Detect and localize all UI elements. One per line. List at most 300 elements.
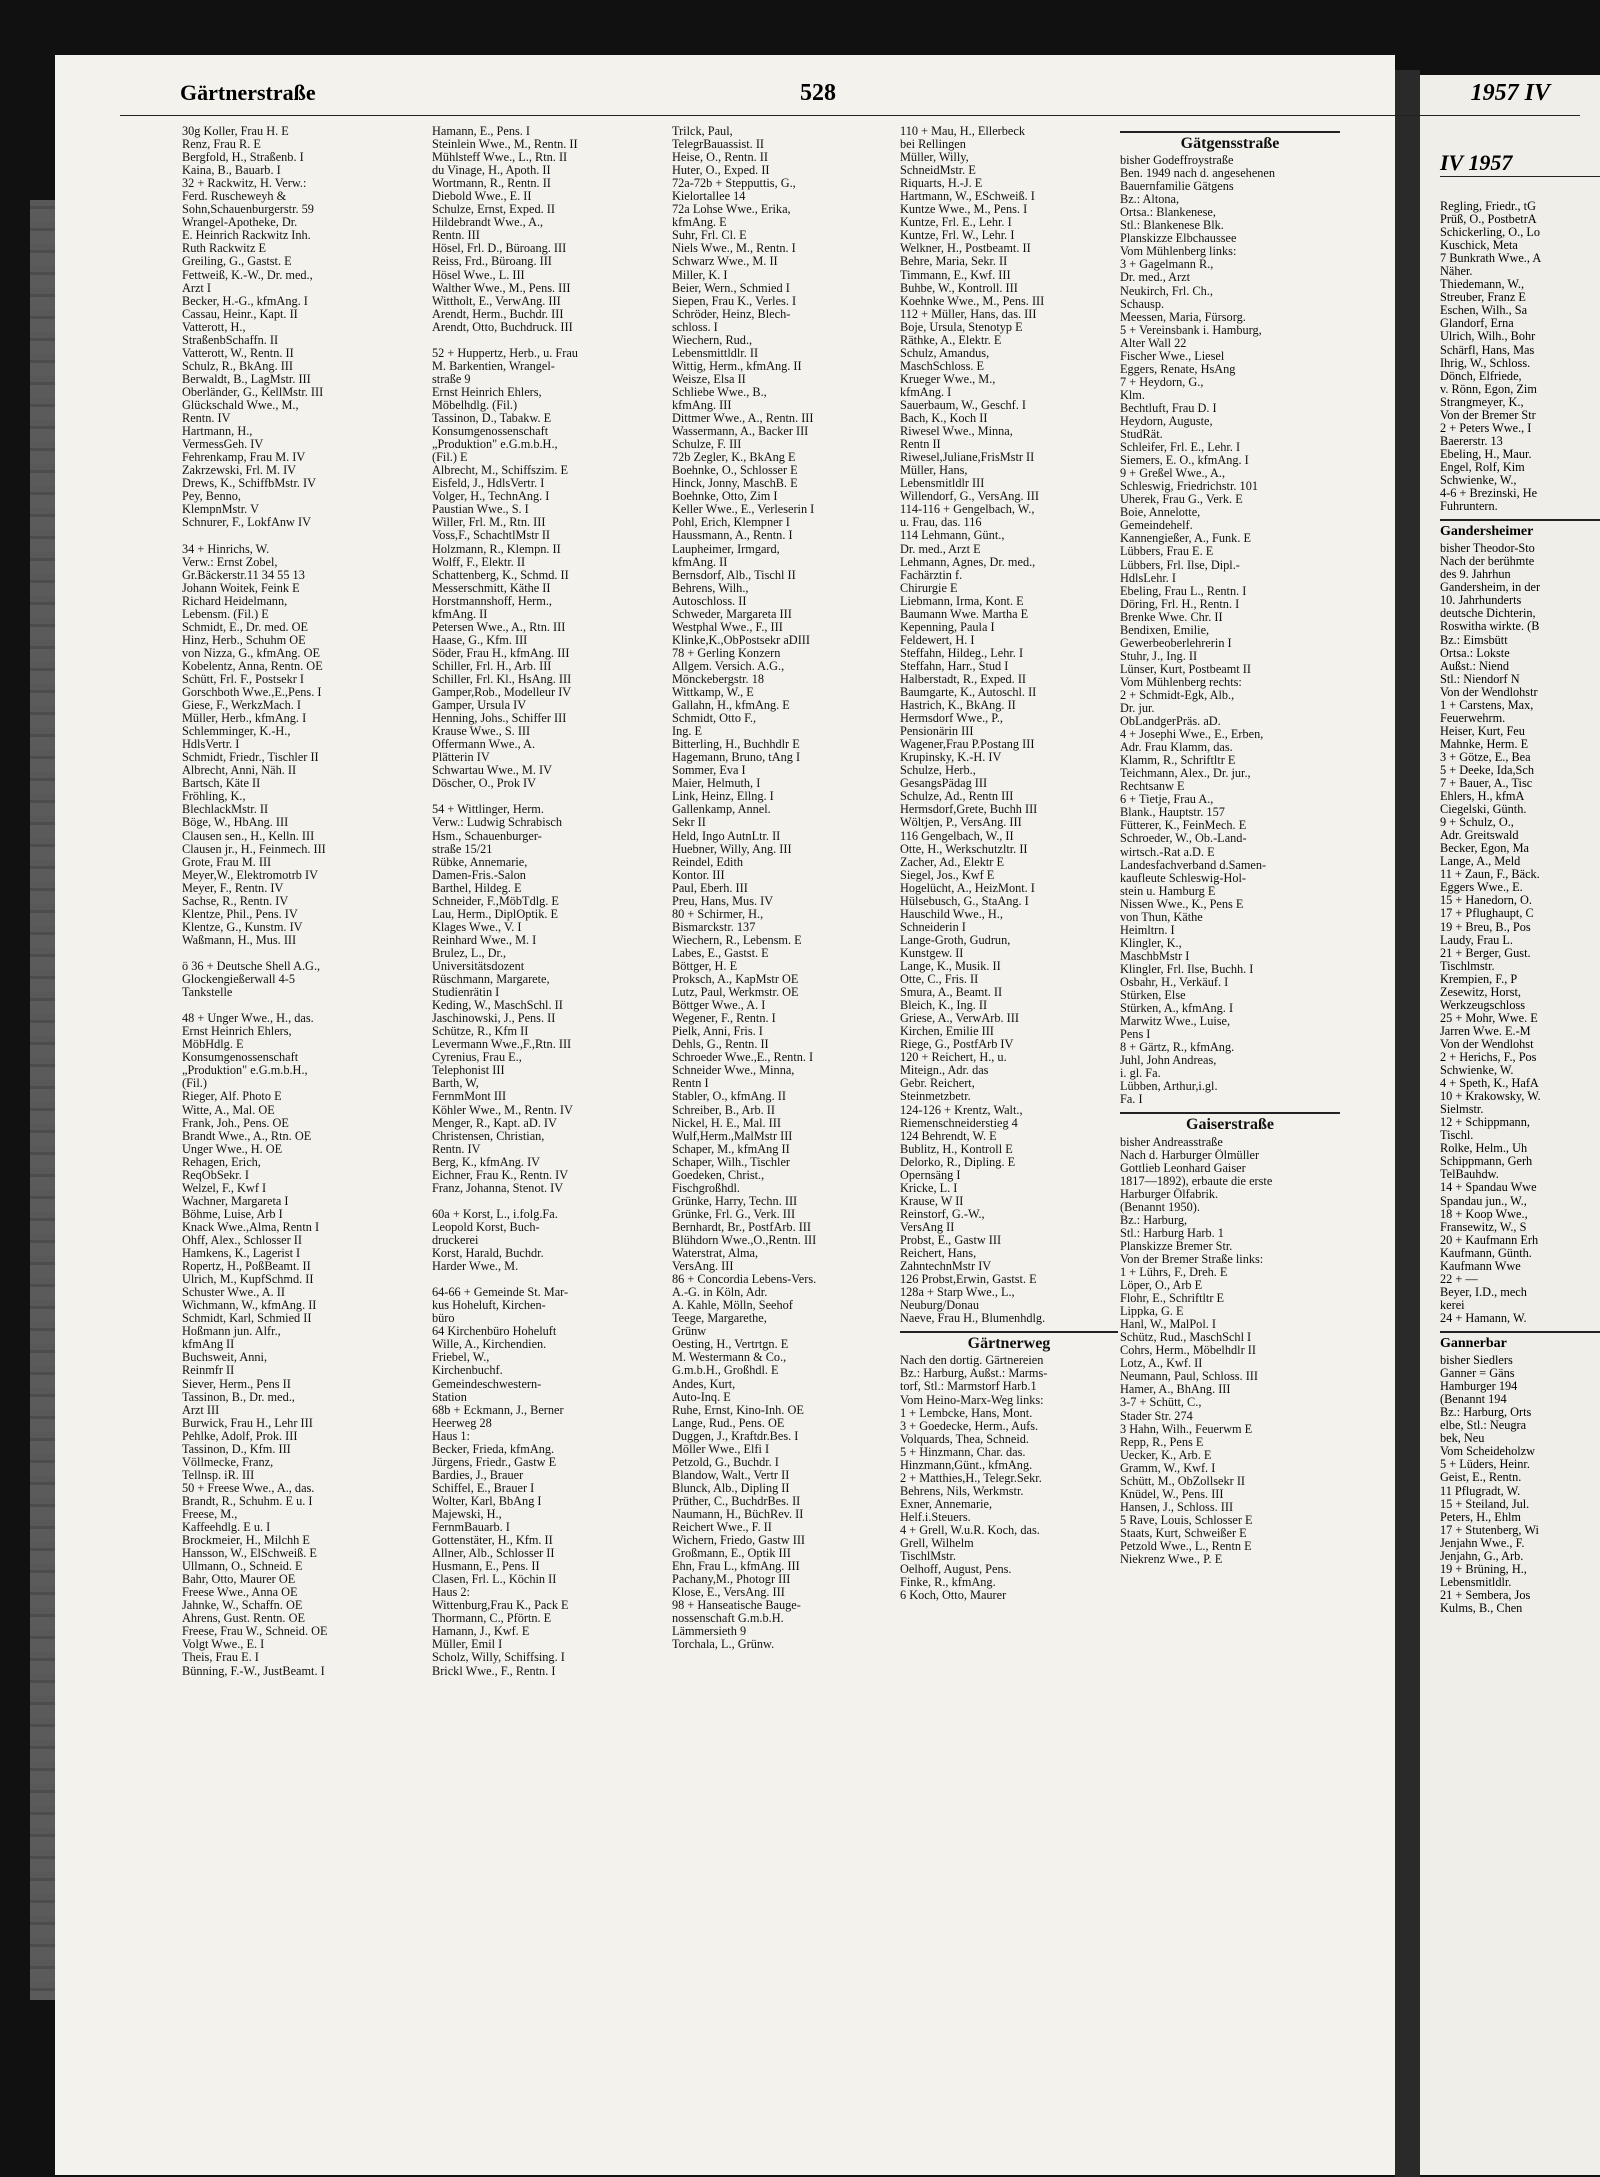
directory-entry: 78 + Gerling Konzern xyxy=(672,646,781,660)
directory-entry: Gottenstäter, H., Kfm. II xyxy=(432,1534,553,1548)
directory-entry: 11 Pflugradt, W. xyxy=(1440,1484,1521,1498)
directory-entry: bei Rellingen xyxy=(900,138,966,152)
directory-entry: Preu, Hans, Mus. IV xyxy=(672,894,774,908)
directory-entry: Boehnke, Otto, Zim I xyxy=(672,490,778,504)
directory-entry: Stl.: Blankenese Blk. xyxy=(1120,219,1224,233)
directory-entry: Roswitha wirkte. (B xyxy=(1440,620,1540,634)
directory-entry: Miteign., Adr. das xyxy=(900,1064,989,1078)
directory-entry: Schickerling, O., Lo xyxy=(1440,226,1541,240)
directory-entry: Goedeken, Christ., xyxy=(672,1168,765,1182)
directory-entry: Lübbers, Frl. Ilse, Dipl.- xyxy=(1120,558,1240,572)
directory-entry: A.-G. in Köln, Adr. xyxy=(672,1286,768,1300)
directory-entry: Welkner, H., Postbeamt. II xyxy=(900,242,1031,256)
directory-entry: nossenschaft G.m.b.H. xyxy=(672,1612,784,1626)
directory-entry: Bismarckstr. 137 xyxy=(672,920,756,934)
directory-entry: Riquarts, H.-J. E xyxy=(900,177,983,191)
directory-entry: Hogelücht, A., HeizMont. I xyxy=(900,881,1035,895)
directory-entry: Rolke, Helm., Uh xyxy=(1440,1142,1528,1156)
directory-entry: Gottlieb Leonhard Gaiser xyxy=(1120,1161,1246,1175)
directory-entry: Fuhruntern. xyxy=(1440,500,1498,514)
directory-entry: Vom Heino-Marx-Weg links: xyxy=(900,1393,1044,1407)
directory-entry: Lange-Groth, Gudrun, xyxy=(900,933,1011,947)
directory-entry: (Fil.) xyxy=(182,1077,207,1091)
directory-entry: Baererstr. 13 xyxy=(1440,434,1503,448)
entries-column-5 xyxy=(1120,125,1340,1566)
directory-entry: Station xyxy=(432,1390,467,1404)
directory-entry: Arzt III xyxy=(182,1403,220,1417)
directory-entry: TelBauhdw. xyxy=(1440,1168,1499,1182)
directory-entry: Westphal Wwe., F., III xyxy=(672,620,783,634)
directory-entry: 2 + Matthies,H., Telegr.Sekr. xyxy=(900,1471,1042,1485)
directory-entry: Streuber, Franz E xyxy=(1440,291,1526,305)
directory-entry: Schroeder Wwe.,E., Rentn. I xyxy=(672,1051,814,1065)
directory-entry: Fischgroßhdl. xyxy=(672,1181,740,1195)
directory-entry: Bleich, K., Ing. II xyxy=(900,999,988,1013)
directory-entry: (Fil.) E xyxy=(432,451,468,465)
directory-entry: bisher Andreasstraße xyxy=(1120,1135,1223,1149)
directory-entry: Boje, Ursula, Stenotyp E xyxy=(900,320,1023,334)
directory-entry: kfmAng. II xyxy=(432,607,488,621)
directory-entry: 1 + Lührs, F., Dreh. E xyxy=(1120,1265,1228,1279)
directory-entry: Schröder, Heinz, Blech- xyxy=(672,307,791,321)
directory-entry: Riwesel Wwe., Minna, xyxy=(900,425,1013,439)
directory-entry: Paustian Wwe., S. I xyxy=(432,503,529,517)
directory-entry: Kaffeehdlg. E u. I xyxy=(182,1521,271,1535)
directory-entry: Steinmetzbetr. xyxy=(900,1090,971,1104)
directory-entry: Rentn. III xyxy=(432,229,480,243)
directory-entry: ObLandgerPräs. aD. xyxy=(1120,715,1221,729)
directory-entry: Maier, Helmuth, I xyxy=(672,777,761,791)
directory-entry: Zacher, Ad., Elektr E xyxy=(900,855,1004,869)
directory-entry: Böge, W., HbAng. III xyxy=(182,816,289,830)
directory-entry: Gallenkamp, Annel. xyxy=(672,803,771,817)
directory-entry: i. gl. Fa. xyxy=(1120,1067,1161,1081)
directory-entry: Johann Woitek, Feink E xyxy=(182,581,300,595)
directory-entry: Riwesel,Juliane,FrisMstr II xyxy=(900,451,1035,465)
directory-entry: Griese, A., VerwArb. III xyxy=(900,1012,1019,1026)
directory-entry: 7 Bunkrath Wwe., A xyxy=(1440,252,1542,266)
directory-entry: Willer, Frl. M., Rtn. III xyxy=(432,516,546,530)
directory-entry: Freese Wwe., Anna OE xyxy=(182,1586,298,1600)
directory-entry: Blühdorn Wwe.,O.,Rentn. III xyxy=(672,1233,817,1247)
directory-entry: HdlsLehr. I xyxy=(1120,571,1177,585)
directory-entry: Klm. xyxy=(1120,388,1145,402)
directory-entry: Kuschick, Meta xyxy=(1440,239,1518,253)
directory-entry: Opernsäng I xyxy=(900,1168,961,1182)
directory-entry: Niels Wwe., M., Rentn. I xyxy=(672,242,796,256)
directory-entry: Söder, Frau H., kfmAng. III xyxy=(432,646,570,660)
directory-entry: Eschen, Wilh., Sa xyxy=(1440,304,1528,318)
directory-entry: Schausp. xyxy=(1120,297,1165,311)
directory-entry: Vatterott, W., Rentn. II xyxy=(182,346,294,360)
directory-entry: „Produktion" e.G.m.b.H., xyxy=(432,438,558,452)
directory-entry: 110 + Mau, H., Ellerbeck xyxy=(900,125,1025,138)
directory-entry: Völlmecke, Franz, xyxy=(182,1455,274,1469)
directory-entry: Hoßmann jun. Alfr., xyxy=(182,1325,281,1339)
directory-entry: Wittenburg,Frau K., Pack E xyxy=(432,1599,569,1613)
directory-entry: Kannengießer, A., Funk. E xyxy=(1120,532,1251,546)
directory-entry: Drews, K., SchiffbMstr. IV xyxy=(182,477,317,491)
directory-entry xyxy=(432,790,662,803)
directory-entry: Schwarz Wwe., M. II xyxy=(672,255,778,269)
directory-entry: Kirchen, Emilie III xyxy=(900,1025,994,1039)
directory-entry: Juhl, John Andreas, xyxy=(1120,1054,1217,1068)
directory-entry: Bahr, Otto, Maurer OE xyxy=(182,1573,296,1587)
directory-entry: Grell, Wilhelm xyxy=(900,1537,974,1551)
directory-entry: Von der Wendlohstr xyxy=(1440,685,1538,699)
directory-entry: Clausen jr., H., Feinmech. III xyxy=(182,842,326,856)
directory-entry: 54 + Wittlinger, Herm. xyxy=(432,803,544,817)
directory-entry: Proksch, A., KapMstr OE xyxy=(672,973,799,987)
directory-entry: Weisze, Elsa II xyxy=(672,372,746,386)
directory-entry: bisher Theodor-Sto xyxy=(1440,542,1535,556)
directory-entry: Hauschild Wwe., H., xyxy=(900,907,1003,921)
directory-entry: 48 + Unger Wwe., H., das. xyxy=(182,1012,314,1026)
directory-entry: Klose, E., VersAng. III xyxy=(672,1586,785,1600)
directory-entry: 5 + Vereinsbank i. Hamburg, xyxy=(1120,323,1262,337)
directory-entry: Blunck, Alb., Dipling II xyxy=(672,1481,790,1495)
directory-entry: Schliebe Wwe., B., xyxy=(672,385,767,399)
directory-entry: Steffahn, Harr., Stud I xyxy=(900,659,1009,673)
directory-entry: Smura, A., Beamt. II xyxy=(900,986,1003,1000)
directory-entry: Trilck, Paul, xyxy=(672,125,733,138)
directory-entry: Grünw xyxy=(672,1325,707,1339)
directory-entry: Ing. E xyxy=(672,725,703,739)
directory-entry: Schaper, M., kfmAng II xyxy=(672,1142,790,1156)
directory-entry: Riemenschneiderstieg 4 xyxy=(900,1116,1018,1130)
directory-entry: Peters, H., Ehlm xyxy=(1440,1510,1521,1524)
directory-entry: Wöltjen, P., VersAng. III xyxy=(900,816,1022,830)
directory-entry: 15 + Hanedorn, O. xyxy=(1440,894,1532,908)
directory-entry: Neumann, Paul, Schloss. III xyxy=(1120,1370,1258,1384)
directory-entry: Buchsweit, Anni, xyxy=(182,1351,268,1365)
directory-entry: VermessGeh. IV xyxy=(182,438,264,452)
directory-entry: straße 15/21 xyxy=(432,842,493,856)
directory-entry: Sachse, R., Rentn. IV xyxy=(182,894,289,908)
directory-entry: Wegener, F., Rentn. I xyxy=(672,1012,776,1026)
directory-entry: Lippka, G. E xyxy=(1120,1305,1184,1319)
directory-entry: Bz.: Eimsbütt xyxy=(1440,633,1508,647)
directory-entry: Prüß, O., PostbetrA xyxy=(1440,213,1537,227)
page-header xyxy=(120,75,1580,116)
directory-entry: Schütt, Frl. F., Postsekr I xyxy=(182,672,304,686)
directory-entry: Fröhling, K., xyxy=(182,790,246,804)
directory-entry: Laupheimer, Irmgard, xyxy=(672,542,780,556)
directory-entry: Waterstrat, Alma, xyxy=(672,1247,759,1261)
directory-entry: Stader Str. 274 xyxy=(1120,1409,1193,1423)
directory-entry: Hagemann, Bruno, tAng I xyxy=(672,751,801,765)
directory-entry: Schnurer, F., LokfAnw IV xyxy=(182,516,311,530)
directory-entry: Bz.: Altona, xyxy=(1120,193,1180,207)
directory-entry: Levermann Wwe.,F.,Rtn. III xyxy=(432,1038,572,1052)
directory-entry: Haus 2: xyxy=(432,1586,470,1600)
directory-entry: Kobelentz, Anna, Rentn. OE xyxy=(182,659,323,673)
directory-entry: Nach d. Harburger Ölmüller xyxy=(1120,1148,1260,1162)
directory-entry: stein u. Hamburg E xyxy=(1120,884,1216,898)
directory-entry: A. Kahle, Mölln, Seehof xyxy=(672,1299,793,1313)
directory-entry: 20 + Kaufmann Erh xyxy=(1440,1233,1539,1247)
directory-entry: Huter, O., Exped. II xyxy=(672,164,770,178)
directory-entry: Marwitz Wwe., Luise, xyxy=(1120,1015,1231,1029)
directory-entry: Möller Wwe., Elfi I xyxy=(672,1442,770,1456)
directory-entry: Klingler, Frl. Ilse, Buchh. I xyxy=(1120,962,1254,976)
directory-entry: Ernst Heinrich Ehlers, xyxy=(182,1025,292,1039)
entries-column-2 xyxy=(432,125,662,1678)
directory-entry: Schreiber, B., Arb. II xyxy=(672,1103,775,1117)
directory-entry: Beier, Wern., Schmied I xyxy=(672,281,790,295)
directory-entry: Wrangel-Apotheke, Dr. xyxy=(182,216,298,230)
directory-entry: HdlsVertr. I xyxy=(182,738,240,752)
directory-entry: Klentze, Phil., Pens. IV xyxy=(182,907,298,921)
directory-entry: FernmBauarb. I xyxy=(432,1521,510,1535)
directory-entry: Pohl, Erich, Klempner I xyxy=(672,516,790,530)
directory-entry: Rieger, Alf. Photo E xyxy=(182,1090,282,1104)
directory-entry: Schmidt, Friedr., Tischler II xyxy=(182,751,319,765)
directory-entry: Link, Heinz, Ellng. I xyxy=(672,790,774,804)
directory-entry: Planskizze Elbchaussee xyxy=(1120,232,1237,246)
directory-entry: Fachärztin f. xyxy=(900,568,963,582)
directory-entry: Gewerbeoberlehrerin I xyxy=(1120,636,1232,650)
directory-entry: Ruhe, Ernst, Kino-Inh. OE xyxy=(672,1403,804,1417)
directory-entry: MaschbMstr I xyxy=(1120,949,1190,963)
directory-entry: Engel, Rolf, Kim xyxy=(1440,460,1525,474)
directory-entry: Koehnke Wwe., M., Pens. III xyxy=(900,294,1045,308)
directory-entry: Lünser, Kurt, Postbeamt II xyxy=(1120,662,1251,676)
directory-entry: Eggers, Renate, HsAng xyxy=(1120,362,1236,376)
directory-entry: Horstmannshoff, Herm., xyxy=(432,594,552,608)
directory-entry: Barth, W, xyxy=(432,1077,479,1091)
directory-entry: Wittkamp, W., E xyxy=(672,686,754,700)
directory-entry: Bz.: Harburg, Orts xyxy=(1440,1406,1532,1420)
directory-entry: Greiling, G., Gastst. E xyxy=(182,255,292,269)
directory-entry: Holzmann, R., Klempn. II xyxy=(432,542,561,556)
directory-entry: Bechtluft, Frau D. I xyxy=(1120,401,1217,415)
directory-entry: Lehmann, Agnes, Dr. med., xyxy=(900,555,1036,569)
directory-entry: Landesfachverband d.Samen- xyxy=(1120,858,1267,872)
directory-entry: Hamer, A., BhAng. III xyxy=(1120,1383,1231,1397)
directory-entry: straße 9 xyxy=(432,372,471,386)
directory-entry: 1817—1892), erbaute die erste xyxy=(1120,1174,1273,1188)
directory-entry: 2 + Peters Wwe., I xyxy=(1440,421,1532,435)
directory-entry: Stabler, O., kfmAng. II xyxy=(672,1090,786,1104)
directory-entry: Pensionärin III xyxy=(900,725,974,739)
directory-entry: SchneidMstr. E xyxy=(900,164,976,178)
directory-entry: Ciegelski, Günth. xyxy=(1440,803,1527,817)
directory-entry: Plätterin IV xyxy=(432,751,490,765)
directory-entry: Flohr, E., Schriftltr E xyxy=(1120,1292,1225,1306)
directory-entry: Rüschmann, Margarete, xyxy=(432,973,550,987)
directory-entry: 114 Lehmann, Günt., xyxy=(900,529,1005,543)
directory-entry: 21 + Sembera, Jos xyxy=(1440,1588,1531,1602)
directory-entry: Neukirch, Frl. Ch., xyxy=(1120,284,1213,298)
directory-entry: MöbHdlg. E xyxy=(182,1038,244,1052)
directory-entry: Schütt, M., ObZollsekr II xyxy=(1120,1474,1246,1488)
directory-entry: Fa. I xyxy=(1120,1093,1143,1107)
directory-entry: Eisfeld, J., HdlsVertr. I xyxy=(432,477,545,491)
directory-entry: Räthke, A., Elektr. E xyxy=(900,333,1002,347)
book-gutter xyxy=(1395,70,1420,2177)
directory-entry: Konsumgenossenschaft xyxy=(432,425,549,439)
directory-entry: Keding, W., MaschSchl. II xyxy=(432,999,563,1013)
directory-entry: Kaufmann, Günth. xyxy=(1440,1246,1532,1260)
directory-entry: Willendorf, G., VersAng. III xyxy=(900,490,1039,504)
directory-entry: Klamm, R., Schriftltr E xyxy=(1120,754,1236,768)
directory-entry: Schippmann, Gerh xyxy=(1440,1155,1533,1169)
directory-entry: Otte, C., Fris. II xyxy=(900,973,979,987)
directory-entry: Reinstorf, G.-W., xyxy=(900,1207,985,1221)
directory-entry: Dehls, G., Rentn. II xyxy=(672,1038,769,1052)
directory-entry: Arzt I xyxy=(182,281,212,295)
directory-entry: Ortsa.: Blankenese, xyxy=(1120,206,1216,220)
directory-entry: Spandau jun., W., xyxy=(1440,1194,1527,1208)
directory-entry: Arendt, Otto, Buchdruck. III xyxy=(432,320,573,334)
directory-entry: Hansen, J., Schloss. III xyxy=(1120,1500,1234,1514)
directory-entry: Rentn II xyxy=(900,438,941,452)
directory-entry: Knack Wwe.,Alma, Rentn I xyxy=(182,1220,320,1234)
directory-entry: Hartmann, W., ESchweiß. I xyxy=(900,190,1035,204)
directory-entry: Ernst Heinrich Ehlers, xyxy=(432,385,542,399)
directory-entry: Becker, H.-G., kfmAng. I xyxy=(182,294,308,308)
directory-entry: Bauernfamilie Gätgens xyxy=(1120,180,1234,194)
directory-entry: Rentn. IV xyxy=(182,412,231,426)
directory-entry: Hinck, Jonny, MaschB. E xyxy=(672,477,798,491)
directory-entry: Arendt, Herm., Buchdr. III xyxy=(432,307,564,321)
directory-entry: Gebr. Reichert, xyxy=(900,1077,975,1091)
directory-entry: Volgt Wwe., E. I xyxy=(182,1638,265,1652)
directory-entry: Hamkens, K., Lagerist I xyxy=(182,1247,301,1261)
directory-entry: Meyer,W., Elektromotrb IV xyxy=(182,868,318,882)
directory-entry xyxy=(432,334,662,347)
directory-entry: Schulze, F. III xyxy=(672,438,742,452)
directory-entry: 34 + Hinrichs, W. xyxy=(182,542,270,556)
directory-entry: Allgem. Versich. A.G., xyxy=(672,659,785,673)
directory-entry: Sommer, Eva I xyxy=(672,764,746,778)
directory-entry: Schmidt, Karl, Schmied II xyxy=(182,1312,312,1326)
directory-entry: Diebold Wwe., E. II xyxy=(432,190,532,204)
directory-entry: 124 Behrendt, W. E xyxy=(900,1129,997,1143)
directory-entry: 7 + Heydorn, G., xyxy=(1120,375,1204,389)
directory-entry: Ropertz, H., PoßBeamt. II xyxy=(182,1260,311,1274)
directory-entry: Reichert Wwe., F. II xyxy=(672,1521,772,1535)
directory-entry: Bünning, F.-W., JustBeamt. I xyxy=(182,1664,325,1678)
directory-entry: Hermsdorf Wwe., P., xyxy=(900,712,1003,726)
directory-entry: VersAng. III xyxy=(672,1260,734,1274)
directory-entry: Staats, Kurt, Schweißer E xyxy=(1120,1526,1247,1540)
directory-entry: Jenjahn Wwe., F. xyxy=(1440,1536,1525,1550)
directory-entry: Prüther, C., BuchdrBes. II xyxy=(672,1494,801,1508)
directory-entry: Petersen Wwe., A., Rtn. III xyxy=(432,620,566,634)
directory-entry: Friebel, W., xyxy=(432,1351,490,1365)
directory-entry: Lebensmitldlr III xyxy=(900,477,985,491)
directory-entry: Ulrich, Wilh., Bohr xyxy=(1440,330,1536,344)
directory-entry: Thiedemann, W., xyxy=(1440,278,1525,292)
directory-entry: Außst.: Niend xyxy=(1440,659,1509,673)
directory-entry: Kirchenbuchf. xyxy=(432,1364,503,1378)
street-heading: Gannerbar xyxy=(1440,1331,1600,1350)
directory-entry: Nickel, H. E., Mal. III xyxy=(672,1116,781,1130)
directory-entry: Ihrig, W., Schloss. xyxy=(1440,356,1531,370)
directory-entry: Rehagen, Erich, xyxy=(182,1155,261,1169)
directory-entry: Renz, Frau R. E xyxy=(182,138,261,152)
directory-entry: Hösel, Frl. D., Büroang. III xyxy=(432,242,567,256)
directory-entry: Strangmeyer, K., xyxy=(1440,395,1524,409)
directory-entry: Kontor. III xyxy=(672,868,725,882)
directory-entry: Oelhoff, August, Pens. xyxy=(900,1563,1012,1577)
directory-entry: Schneiderin I xyxy=(900,920,966,934)
directory-entry: Dr. med., Arzt E xyxy=(900,542,981,556)
directory-entry: Blandow, Walt., Vertr II xyxy=(672,1468,790,1482)
directory-entry: Lebensmitldlr. xyxy=(1440,1575,1512,1589)
directory-entry: Kepenning, Paula I xyxy=(900,620,995,634)
directory-entry: Wittig, Herm., kfmAng. II xyxy=(672,359,802,373)
directory-entry: Knüdel, W., Pens. III xyxy=(1120,1487,1224,1501)
directory-entry: Schulze, Ernst, Exped. II xyxy=(432,203,555,217)
directory-entry: Glückschald Wwe., M., xyxy=(182,398,299,412)
directory-entry: Eggers Wwe., E. xyxy=(1440,881,1523,895)
directory-entry: Halberstadt, R., Exped. II xyxy=(900,672,1027,686)
directory-entry: büro xyxy=(432,1312,455,1326)
directory-entry: 11 + Zaun, F., Bäck. xyxy=(1440,868,1540,882)
directory-entry: Bartsch, Käte II xyxy=(182,777,261,791)
directory-entry: Studienrätin I xyxy=(432,986,500,1000)
directory-entry: Rentn I xyxy=(672,1077,709,1091)
directory-entry: Kuntze, Frl. E., Lehr. I xyxy=(900,216,1012,230)
directory-entry: Ehlers, H., kfmA xyxy=(1440,790,1525,804)
directory-entry: Alter Wall 22 xyxy=(1120,336,1187,350)
directory-entry: 14 + Spandau Wwe xyxy=(1440,1181,1537,1195)
directory-entry: 3 Hahn, Wilh., Feuerwm E xyxy=(1120,1422,1253,1436)
directory-entry: Schiffel, E., Brauer I xyxy=(432,1481,535,1495)
directory-entry: Siegel, Jos., Kwf E xyxy=(900,868,995,882)
directory-entry: Heise, O., Rentn. II xyxy=(672,151,768,165)
directory-entry: 7 + Bauer, A., Tisc xyxy=(1440,777,1533,791)
directory-entry: 19 + Brüning, H., xyxy=(1440,1562,1527,1576)
directory-entry: Freese, M., xyxy=(182,1507,238,1521)
directory-entry: Behre, Maria, Sekr. II xyxy=(900,255,1008,269)
directory-entry: Ebeling, Frau L., Rentn. I xyxy=(1120,584,1247,598)
directory-entry: Finke, R., kfmAng. xyxy=(900,1576,996,1590)
directory-entry: Tassinon, B., Dr. med., xyxy=(182,1390,295,1404)
directory-entry: 68b + Eckmann, J., Berner xyxy=(432,1403,564,1417)
directory-entry: Rentn. IV xyxy=(432,1142,481,1156)
directory-entry: Fischer Wwe., Liesel xyxy=(1120,349,1225,363)
directory-entry: Tischlmstr. xyxy=(1440,959,1495,973)
directory-entry: Barthel, Hildeg. E xyxy=(432,881,522,895)
directory-entry: Stl.: Niendorf N xyxy=(1440,672,1520,686)
directory-entry: Bach, K., Koch II xyxy=(900,412,988,426)
directory-entry: Menger, R., Kapt. aD. IV xyxy=(432,1116,557,1130)
directory-entry: Hartmann, H., xyxy=(182,425,253,439)
directory-entry: Duggen, J., Kraftdr.Bes. I xyxy=(672,1429,799,1443)
directory-entry: 3-7 + Schütt, C., xyxy=(1120,1396,1202,1410)
directory-entry: 124-126 + Krentz, Walt., xyxy=(900,1103,1023,1117)
directory-entry: 80 + Schirmer, H., xyxy=(672,907,764,921)
directory-entry: du Vinage, H., Apoth. II xyxy=(432,164,551,178)
directory-entry: FernmMont III xyxy=(432,1090,507,1104)
directory-entry: 21 + Berger, Gust. xyxy=(1440,946,1531,960)
directory-entry: Vom Mühlenberg rechts: xyxy=(1120,675,1242,689)
directory-entry: Von der Bremer Straße links: xyxy=(1120,1252,1264,1266)
directory-entry: Wortmann, R., Rentn. II xyxy=(432,177,551,191)
directory-entry: kfmAng II xyxy=(182,1338,235,1352)
directory-entry: Schweder, Margareta III xyxy=(672,607,792,621)
directory-entry: Feuerwehrm. xyxy=(1440,711,1506,725)
directory-entry: Exner, Annemarie, xyxy=(900,1497,993,1511)
directory-entry: kfmAng. III xyxy=(672,398,732,412)
directory-entry: Scholz, Willy, Schiffsing. I xyxy=(432,1651,565,1665)
directory-entry: Witte, A., Mal. OE xyxy=(182,1103,275,1117)
directory-entry: Brockmeier, H., Milchh E xyxy=(182,1534,310,1548)
